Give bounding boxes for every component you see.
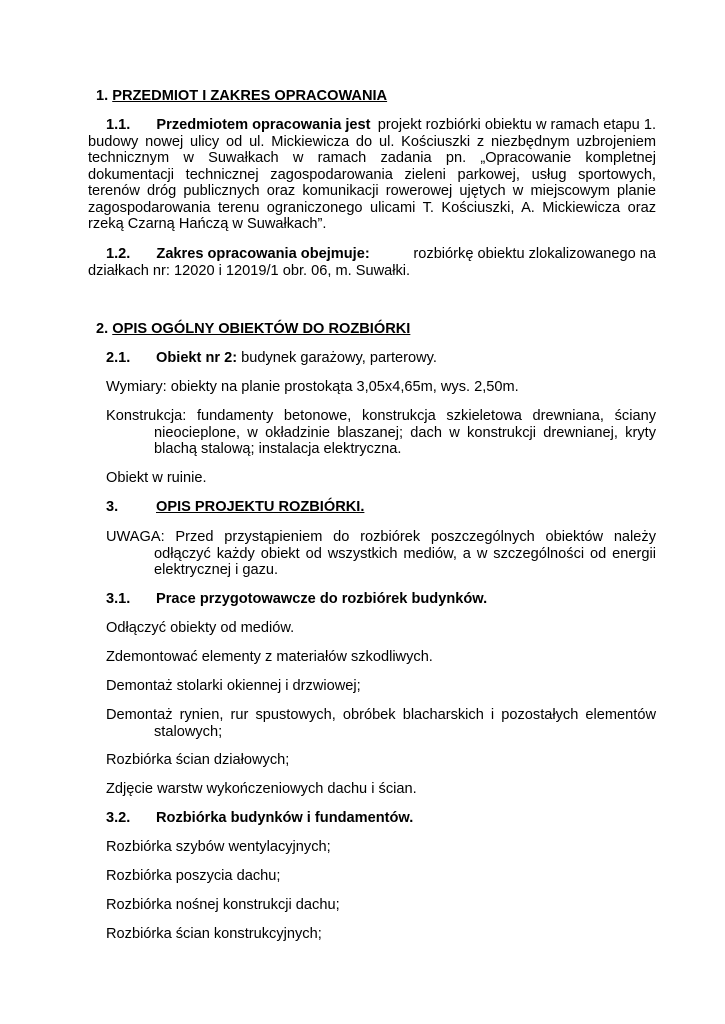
paragraph-1-1-line: zagospodarowania terenu ograniczonego ulicami T. Kościuszki, A. Mickiewicza oraz [88,199,656,216]
item-2-1-lead: Obiekt nr 2: [156,350,238,366]
section-1-number: 1. [96,88,109,104]
construction-line-3: blachą stalową; instalacja elektryczna. [154,441,402,457]
section-3-title: OPIS PROJEKTU ROZBIÓRKI. [156,499,365,515]
subsection-3-1-number: 3.1. [106,591,131,607]
subsection-3-2-title: Rozbiórka budynków i fundamentów. [156,810,414,826]
subsection-3-1-heading [106,591,487,608]
subsection-3-2-heading [106,810,413,827]
paragraph-1-1-last-line: rzeką Czarną Hańczą w Suwałkach”. [88,216,327,232]
dimensions-text: Wymiary: obiekty na planie prostokąta 3,05x4,65m, wys. 2,50m. [106,379,519,395]
section-3-heading [106,499,364,516]
list-item: Rozbiórka nośnej konstrukcji dachu; [106,897,340,913]
subsection-3-2-number: 3.2. [106,810,131,826]
paragraph-1-1-lead: Przedmiotem opracowania jest [156,117,371,133]
paragraph-1-2-line1-rest: rozbiórkę obiektu zlokalizowanego na [413,246,656,262]
construction-line-2: nieocieplone, w okładzinie blaszanej; dach w konstrukcji drewnianej, kryty [154,424,656,441]
item-2-1 [106,350,437,367]
list-item: Rozbiórka poszycia dachu; [106,868,281,884]
paragraph-1-1-line: technicznym w Suwałkach w ramach zadania pn. „Opracowanie kompletnej [88,150,656,166]
warning-line-1: UWAGA: Przed przystąpieniem do rozbiórek poszczególnych obiektów należy [106,529,656,545]
list-item: Zdjęcie warstw wykończeniowych dachu i ścian. [106,781,417,797]
list-item-line-1: Demontaż rynien, rur spustowych, obróbek blacharskich i pozostałych elementów [106,707,656,723]
list-item: Rozbiórka ścian działowych; [106,752,290,768]
paragraph-1-2-last-line: działkach nr: 12020 i 12019/1 obr. 06, m. Suwałki. [88,262,411,279]
section-1-heading [96,88,387,105]
list-item: Rozbiórka szybów wentylacyjnych; [106,839,331,855]
subsection-3-1-title: Prace przygotowawcze do rozbiórek budynków. [156,591,488,607]
section-2-heading [96,321,410,338]
section-2-title: OPIS OGÓLNY OBIEKTÓW DO ROZBIÓRKI [112,321,411,337]
warning-line-3: elektrycznej i gazu. [154,562,279,578]
paragraph-1-1-line1-rest: projekt rozbiórki obiektu w ramach etapu 1. [377,117,656,133]
paragraph-1-2-number: 1.2. [106,246,131,262]
section-3-number: 3. [106,499,119,515]
paragraph-1-1-first-line [106,117,656,134]
item-2-1-text: budynek garażowy, parterowy. [241,350,437,366]
warning-line-2: odłączyć każdy obiekt od wszystkich mediów, a w szczególności od energii [154,545,656,562]
paragraph-1-1-line: budowy nowej ulicy od ul. Mickiewicza do ul. Kościuszki z niezbędnym uzbrojeniem [88,133,656,150]
paragraph-1-1-number: 1.1. [106,117,131,133]
list-item: Demontaż stolarki okiennej i drzwiowej; [106,678,361,694]
section-1-title: PRZEDMIOT I ZAKRES OPRACOWANIA [112,88,388,104]
section-2-number: 2. [96,321,109,337]
paragraph-1-2-lead: Zakres opracowania obejmuje: [156,246,370,262]
paragraph-1-1-line: dokumentacji technicznej zagospodarowania zieleni parkowej, usług sportowych, [88,166,656,183]
construction-line-1: Konstrukcja: fundamenty betonowe, konstrukcja szkieletowa drewniana, ściany [106,408,656,424]
item-2-1-number: 2.1. [106,350,131,366]
list-item-line-2: stalowych; [154,723,223,740]
list-item: Zdemontować elementy z materiałów szkodliwych. [106,649,433,665]
list-item: Rozbiórka ścian konstrukcyjnych; [106,926,322,942]
state-text: Obiekt w ruinie. [106,470,207,486]
paragraph-1-2-first-line [106,246,656,263]
paragraph-1-1-line: terenów dróg publicznych oraz komunikacji rowerowej ujętych w miejscowym planie [88,183,656,199]
list-item: Odłączyć obiekty od mediów. [106,620,295,636]
